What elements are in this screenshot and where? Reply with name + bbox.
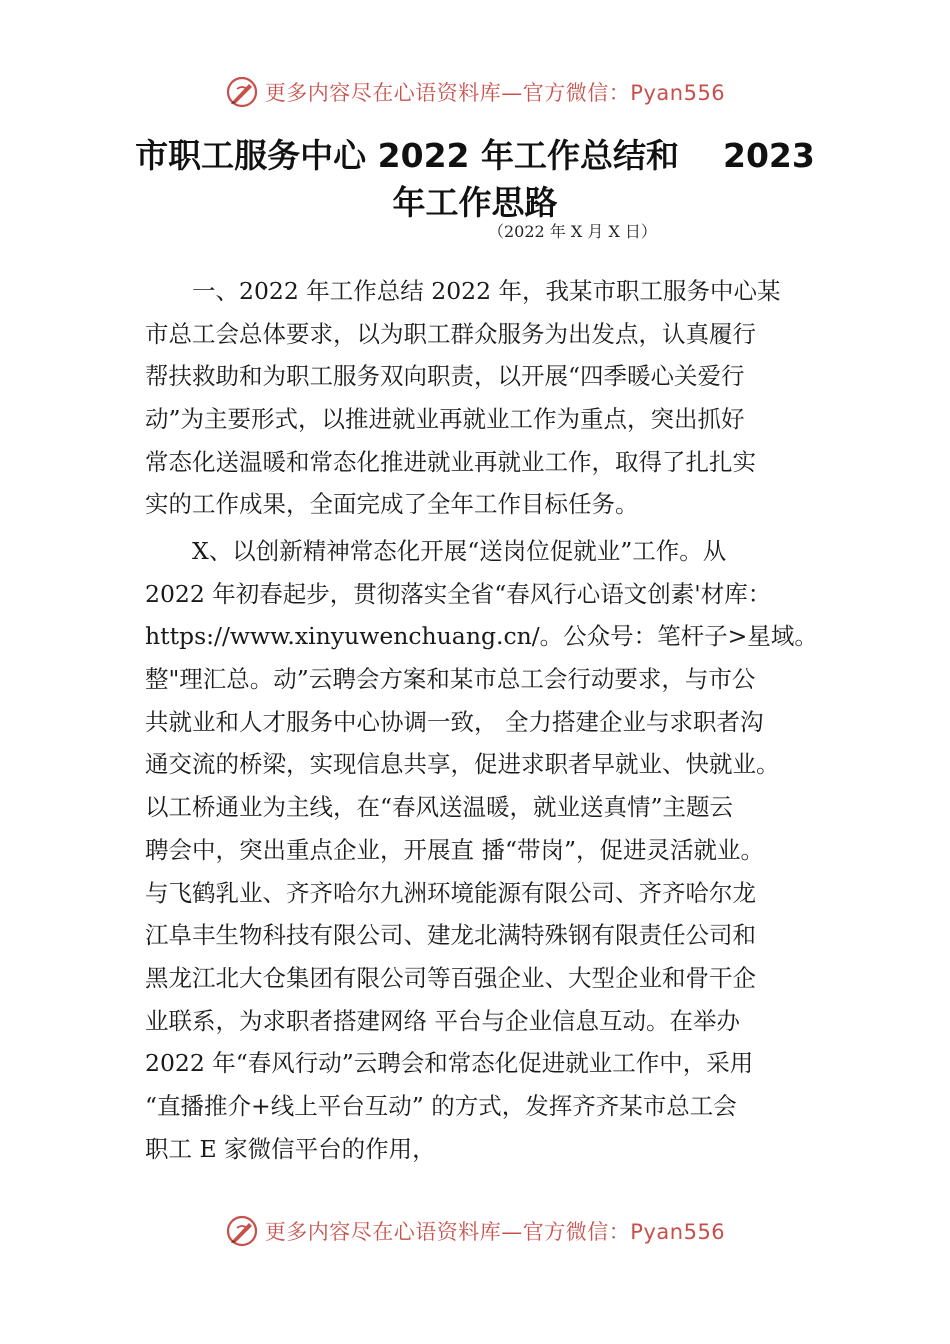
text-line: 帮扶救助和为职工服务双向职责，以开展“四季暖心关爱行 [145, 362, 745, 391]
footer-banner [0, 1211, 950, 1251]
text-line: 业联系，为求职者搭建网络 平台与企业信息互动。在举办 [145, 1006, 740, 1035]
text-line: 聘会中，突出重点企业，开展直 播“带岗”，促进灵活就业。 [145, 835, 764, 864]
text-line: 黑龙江北大仓集团有限公司等百强企业、大型企业和骨干企 [145, 963, 756, 992]
text-line: 通交流的桥梁，实现信息共享，促进求职者早就业、快就业。 [145, 750, 780, 779]
text-line: 常态化送温暖和常态化推进就业再就业工作，取得了扎扎实 [145, 447, 756, 476]
document-date: （2022 年 X 月 X 日） [488, 222, 657, 241]
text-line: 实的工作成果，全面完成了全年工作目标任务。 [145, 490, 639, 519]
text-line: 动”为主要形式，以推进就业再就业工作为重点，突出抓好 [145, 405, 745, 434]
text-line: 2022 年“春风行动”云聘会和常态化促进就业工作中，采用 [145, 1049, 754, 1078]
title-part-b: 2023 [722, 136, 815, 175]
title-part-a: 市职工服务中心 2022 年工作总结和 [135, 136, 679, 175]
text-line: 共就业和人才服务中心协调一致， 全力搭建企业与求职者沟 [145, 707, 764, 736]
paragraph-employment [145, 530, 825, 1170]
text-line: 职工 E 家微信平台的作用， [145, 1134, 436, 1163]
page-title-line-1 [0, 130, 950, 177]
text-line: 整"理汇总。动”云聘会方案和某市总工会行动要求，与市公 [145, 665, 756, 694]
paragraph-summary [145, 270, 825, 526]
banner-text: 更多内容尽在心语资料库—官方微信：Pyan556 [264, 81, 726, 105]
header-banner [0, 72, 950, 112]
text-line: https://www.xinyuwenchuang.cn/。公众号：笔杆子>星域。 [145, 622, 818, 651]
text-line: 以工桥通业为主线，在“春风送温暖，就业送真情”主题云 [145, 793, 734, 822]
text-line: X、以创新精神常态化开展“送岗位促就业”工作。从 [145, 537, 727, 565]
text-line: 2022 年初春起步，贯彻落实全省“春风行心语文创素'材库： [145, 579, 772, 608]
text-line: “直播推介+线上平台互动” 的方式，发挥齐齐某市总工会 [145, 1091, 737, 1120]
banner-text: 更多内容尽在心语资料库—官方微信：Pyan556 [264, 1220, 726, 1244]
pen-logo-icon [225, 1214, 259, 1248]
pen-logo-icon [225, 75, 259, 109]
text-line: 一、2022 年工作总结 2022 年，我某市职工服务中心某 [145, 277, 781, 305]
text-line: 与飞鹤乳业、齐齐哈尔九洲环境能源有限公司、齐齐哈尔龙 [145, 878, 756, 907]
text-line: 江阜丰生物科技有限公司、建龙北满特殊钢有限责任公司和 [145, 921, 756, 950]
page-title-line-2: 年工作思路 [392, 183, 558, 222]
text-line: 市总工会总体要求，以为职工群众服务为出发点，认真履行 [145, 319, 756, 348]
